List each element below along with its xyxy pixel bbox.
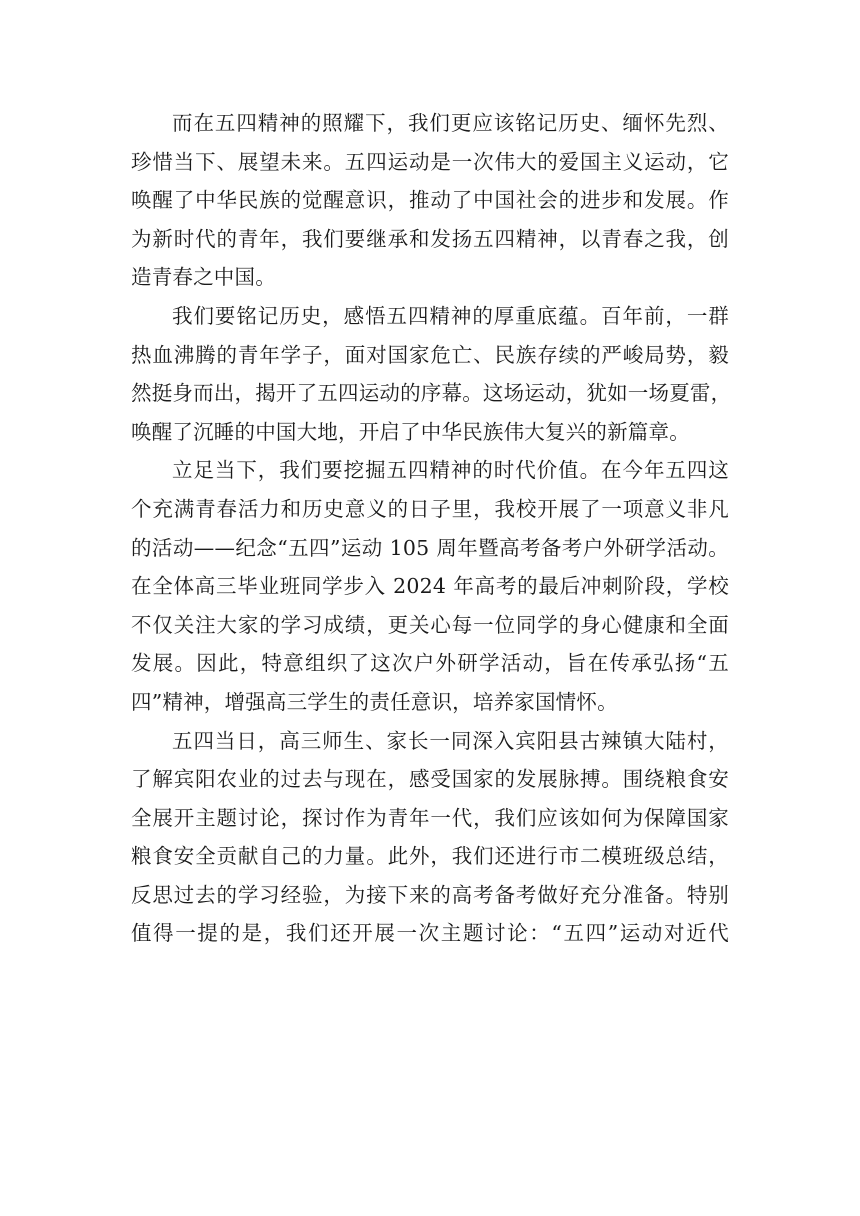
paragraph-1	[131, 104, 729, 297]
text-line: 造青春之中国。	[131, 265, 276, 290]
text-line: 热血沸腾的青年学子，面对国家危亡、民族存续的严峻局势，毅	[131, 342, 729, 367]
text-line: 唤醒了沉睡的中国大地，开启了中华民族伟大复兴的新篇章。	[131, 419, 690, 444]
text-line: 然挺身而出，揭开了五四运动的序幕。这场运动，犹如一场夏雷，	[131, 381, 732, 406]
text-line: 了解宾阳农业的过去与现在，感受国家的发展脉搏。围绕粮食安	[131, 767, 729, 792]
text-line: 反思过去的学习经验，为接下来的高考备考做好充分准备。特别	[131, 882, 729, 907]
text-line: 唤醒了中华民族的觉醒意识，推动了中国社会的进步和发展。作	[131, 188, 729, 213]
text-line: 四”精神，增强高三学生的责任意识，培养家国情怀。	[131, 689, 618, 714]
text-line: 立足当下，我们要挖掘五四精神的时代价值。在今年五四这	[172, 458, 729, 483]
text-line: 全展开主题讨论，探讨作为青年一代，我们应该如何为保障国家	[131, 805, 729, 830]
text-line: 个充满青春活力和历史意义的日子里，我校开展了一项意义非凡	[131, 496, 729, 521]
text-line: 值得一提的是，我们还开展一次主题讨论：“五四”运动对近代	[131, 921, 729, 946]
text-line: 为新时代的青年，我们要继承和发扬五四精神，以青春之我，创	[131, 226, 729, 251]
text-line: 的活动——纪念“五四”运动 105 周年暨高考备考户外研学活动。	[131, 535, 729, 560]
text-line: 而在五四精神的照耀下，我们更应该铭记历史、缅怀先烈、	[172, 111, 729, 135]
text-line: 发展。因此，特意组织了这次户外研学活动，旨在传承弘扬“五	[131, 651, 729, 676]
document-body	[131, 104, 732, 953]
text-line: 粮食安全贡献自己的力量。此外，我们还进行市二模班级总结，	[131, 844, 729, 869]
paragraph-4	[131, 722, 729, 954]
text-line: 五四当日，高三师生、家长一同深入宾阳县古辣镇大陆村，	[172, 728, 729, 753]
text-line: 珍惜当下、展望未来。五四运动是一次伟大的爱国主义运动，它	[131, 149, 729, 174]
text-line: 我们要铭记历史，感悟五四精神的厚重底蕴。百年前，一群	[172, 303, 729, 328]
text-line: 在全体高三毕业班同学步入 2024 年高考的最后冲刺阶段，学校	[131, 574, 729, 599]
text-line: 不仅关注大家的学习成绩，更关心每一位同学的身心健康和全面	[131, 612, 729, 637]
paragraph-3	[131, 451, 729, 721]
paragraph-2	[131, 297, 732, 451]
